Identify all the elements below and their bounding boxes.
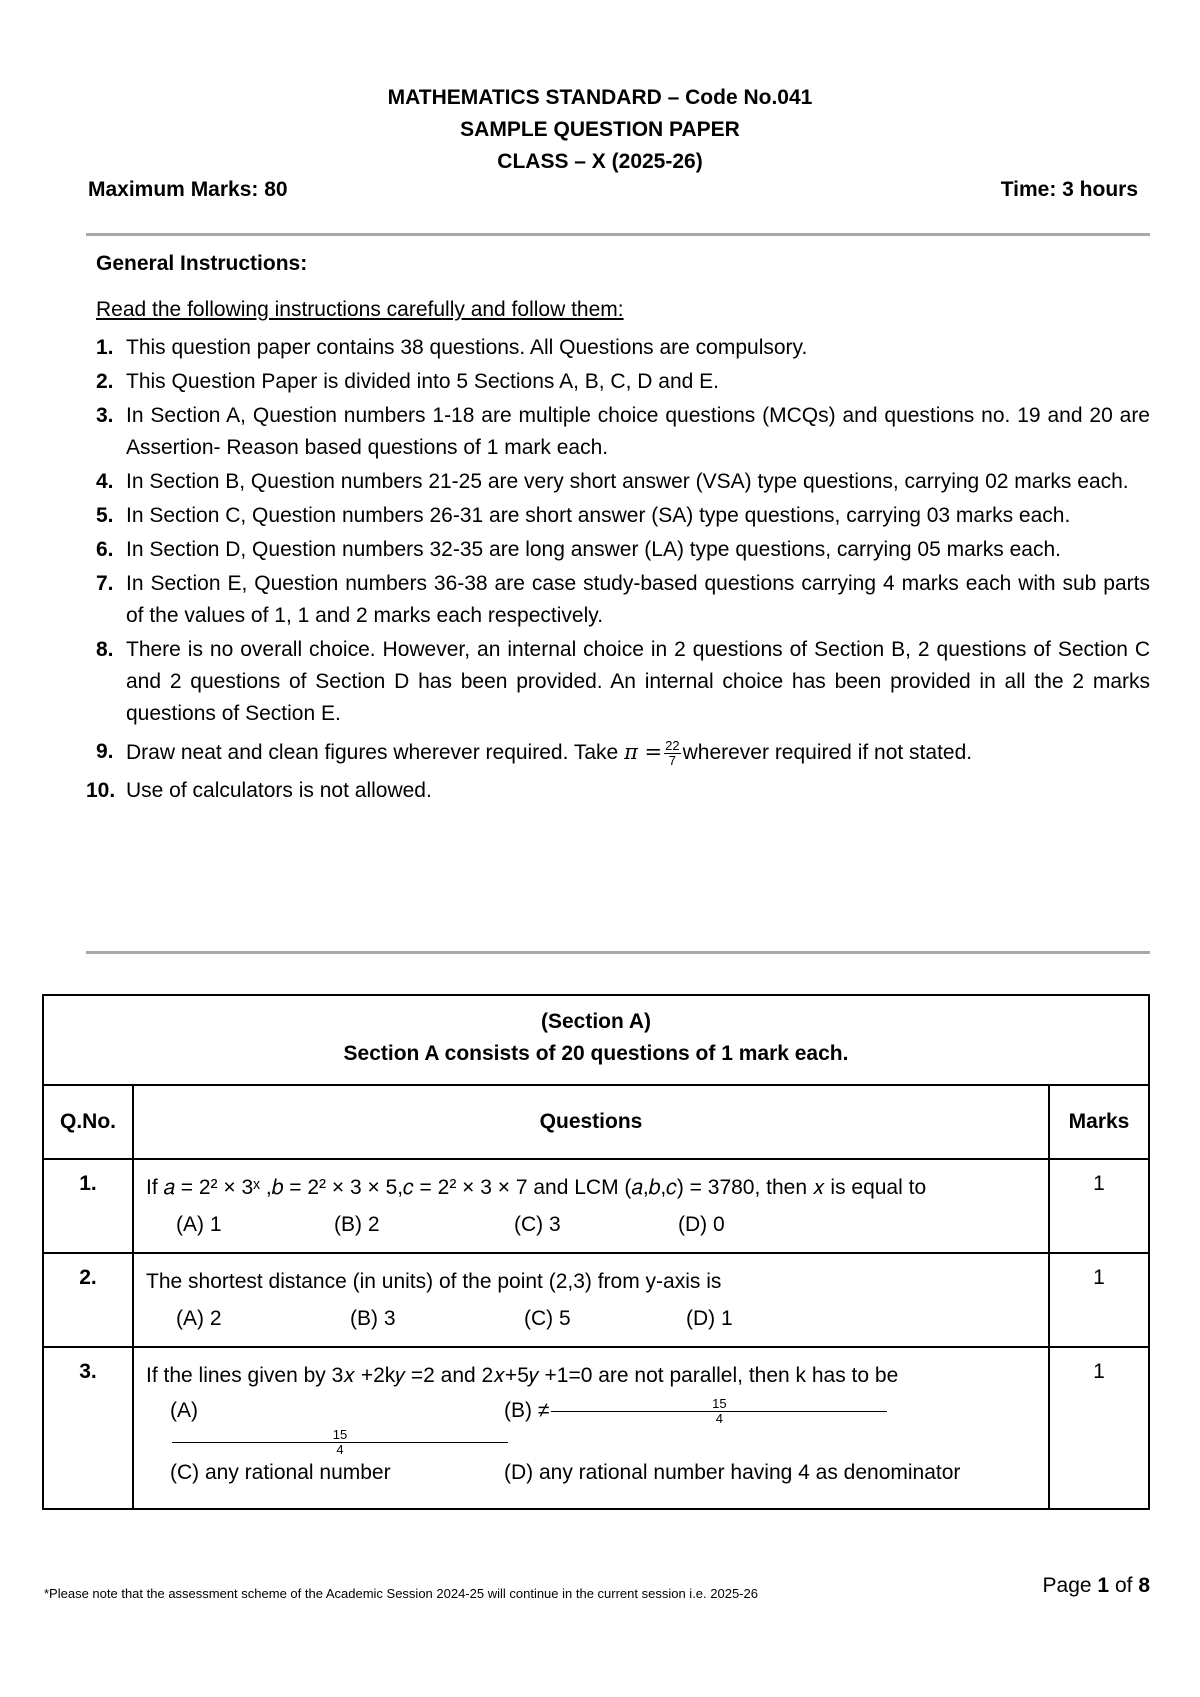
fraction-numerator: 15	[551, 1397, 887, 1412]
option-b-label: (B) ≠	[504, 1399, 550, 1422]
instruction-item	[96, 500, 1150, 532]
instruction-text: There is no overall choice. However, an internal choice in 2 questions of Section B, 2 questions of Section C and 2 questions of Section D has been provided. An internal choice has been provided in all the 2 marks questions of Section E.	[126, 638, 1150, 725]
option-b-fraction	[551, 1397, 887, 1426]
instruction-text: In Section A, Question numbers 1-18 are multiple choice questions (MCQs) and questions no. 19 and 20 are Assertion- Reason based questions of 1 mark each.	[126, 404, 1150, 459]
option-d: (D) 1	[686, 1307, 733, 1330]
section-header-row	[43, 995, 1149, 1085]
instruction-number: 9.	[96, 740, 114, 763]
general-instructions	[86, 248, 1150, 809]
instruction-number: 7.	[96, 572, 114, 595]
instruction-number: 8.	[96, 638, 114, 661]
instruction-number: 2.	[96, 370, 114, 393]
footer-note: *Please note that the assessment scheme of the Academic Session 2024-25 will continue in the current session i.e. 2025-26	[44, 1586, 758, 1601]
paper-title: MATHEMATICS STANDARD – Code No.041	[387, 86, 813, 109]
question-cell	[133, 1159, 1049, 1253]
paper-class: CLASS – X (2025-26)	[497, 150, 703, 173]
paper-subtitle: SAMPLE QUESTION PAPER	[460, 118, 740, 141]
instruction-number: 10.	[86, 779, 116, 802]
divider-bottom	[86, 951, 1150, 954]
instruction-text: This question paper contains 38 questions. All Questions are compulsory.	[126, 336, 808, 359]
question-text: If 𝑎 = 2² × 3ˣ ,𝑏 = 2² × 3 × 5,𝑐 = 2² × 3 × 7 and LCM (𝑎,𝑏,𝑐) = 3780, then 𝑥 is equal to	[146, 1176, 927, 1199]
instruction-number: 6.	[96, 538, 114, 561]
options-row	[146, 1303, 1038, 1334]
question-cell	[133, 1253, 1049, 1347]
section-a-table	[42, 994, 1150, 1510]
page-label: Page	[1042, 1574, 1092, 1597]
instruction-item	[96, 736, 1150, 769]
instruction-text: Draw neat and clean figures wherever required. Take	[126, 741, 619, 764]
question-row	[43, 1159, 1149, 1253]
instruction-number: 3.	[96, 404, 114, 427]
instructions-read-note: Read the following instructions carefully and follow them:	[96, 298, 624, 321]
option-a: (A) 1	[176, 1213, 222, 1236]
instruction-item	[96, 366, 1150, 398]
pi-symbol: π =	[624, 740, 663, 764]
instruction-item	[96, 534, 1150, 566]
option-d: (D) any rational number having 4 as denominator	[504, 1461, 961, 1484]
option-c: (C) any rational number	[170, 1461, 391, 1484]
option-a: (A) 2	[176, 1307, 222, 1330]
page-number	[1043, 1574, 1150, 1598]
fraction-denominator: 4	[715, 1410, 723, 1426]
option-b: (B) 3	[350, 1307, 396, 1330]
paper-header	[0, 82, 1200, 178]
fraction-denominator: 4	[336, 1441, 344, 1457]
instruction-number: 4.	[96, 470, 114, 493]
option-b	[504, 1395, 889, 1457]
question-marks: 1	[1049, 1159, 1149, 1253]
instruction-item	[96, 332, 1150, 364]
section-subtitle: Section A consists of 20 questions of 1 mark each.	[343, 1042, 849, 1065]
question-text: The shortest distance (in units) of the point (2,3) from y-axis is	[146, 1270, 722, 1293]
instruction-item	[96, 634, 1150, 730]
instruction-number: 5.	[96, 504, 114, 527]
instruction-text: In Section D, Question numbers 32-35 are long answer (LA) type questions, carrying 05 marks each.	[126, 538, 1061, 561]
max-marks: Maximum Marks: 80	[88, 178, 288, 201]
question-number: 3.	[43, 1347, 133, 1509]
option-b: (B) 2	[334, 1213, 380, 1236]
options-row	[146, 1457, 1038, 1488]
fraction-numerator: 15	[172, 1428, 508, 1443]
instruction-text: Use of calculators is not allowed.	[126, 779, 432, 802]
divider-top	[86, 233, 1150, 236]
question-cell	[133, 1347, 1049, 1509]
column-header-qno: Q.No.	[43, 1085, 133, 1159]
option-a-label: (A)	[170, 1399, 198, 1422]
instruction-text: This Question Paper is divided into 5 Sections A, B, C, D and E.	[126, 370, 719, 393]
question-marks: 1	[1049, 1347, 1149, 1509]
column-header-questions: Questions	[133, 1085, 1049, 1159]
page-current: 1	[1097, 1574, 1110, 1597]
option-a	[170, 1395, 504, 1457]
question-number: 1.	[43, 1159, 133, 1253]
column-header-row	[43, 1085, 1149, 1159]
options-row	[146, 1395, 1038, 1457]
instruction-text: In Section C, Question numbers 26-31 are short answer (SA) type questions, carrying 03 marks each.	[126, 504, 1071, 527]
question-row	[43, 1347, 1149, 1509]
instructions-list	[86, 332, 1150, 807]
question-marks: 1	[1049, 1253, 1149, 1347]
section-title: (Section A)	[540, 1010, 652, 1033]
option-d: (D) 0	[678, 1213, 725, 1236]
pi-fraction	[664, 739, 680, 768]
instruction-text-after: wherever required if not stated.	[682, 741, 973, 764]
instruction-item	[86, 775, 1150, 807]
instruction-text: In Section B, Question numbers 21-25 are very short answer (VSA) type questions, carrying 02 marks each.	[126, 470, 1129, 493]
fraction-denominator: 7	[668, 752, 676, 768]
instructions-title: General Instructions:	[96, 252, 308, 275]
instruction-text: In Section E, Question numbers 36-38 are case study-based questions carrying 4 marks each with sub parts of the values of 1, 1 and 2 marks each respectively.	[126, 572, 1150, 627]
column-header-marks: Marks	[1049, 1085, 1149, 1159]
question-number: 2.	[43, 1253, 133, 1347]
instruction-item	[96, 466, 1150, 498]
option-c: (C) 3	[514, 1213, 561, 1236]
time-allowed: Time: 3 hours	[1000, 178, 1138, 201]
option-a-fraction	[172, 1428, 508, 1457]
option-c: (C) 5	[524, 1307, 571, 1330]
page-of: of	[1114, 1574, 1133, 1597]
instruction-item	[96, 568, 1150, 632]
instruction-item	[96, 400, 1150, 464]
question-row	[43, 1253, 1149, 1347]
instruction-number: 1.	[96, 336, 114, 359]
fraction-numerator: 22	[665, 737, 680, 753]
question-text: If the lines given by 3𝑥 +2k𝑦 =2 and 2𝑥+5𝑦 +1=0 are not parallel, then k has to be	[146, 1364, 899, 1387]
options-row	[146, 1209, 1038, 1240]
page-total: 8	[1138, 1574, 1150, 1597]
section-header	[43, 995, 1149, 1085]
